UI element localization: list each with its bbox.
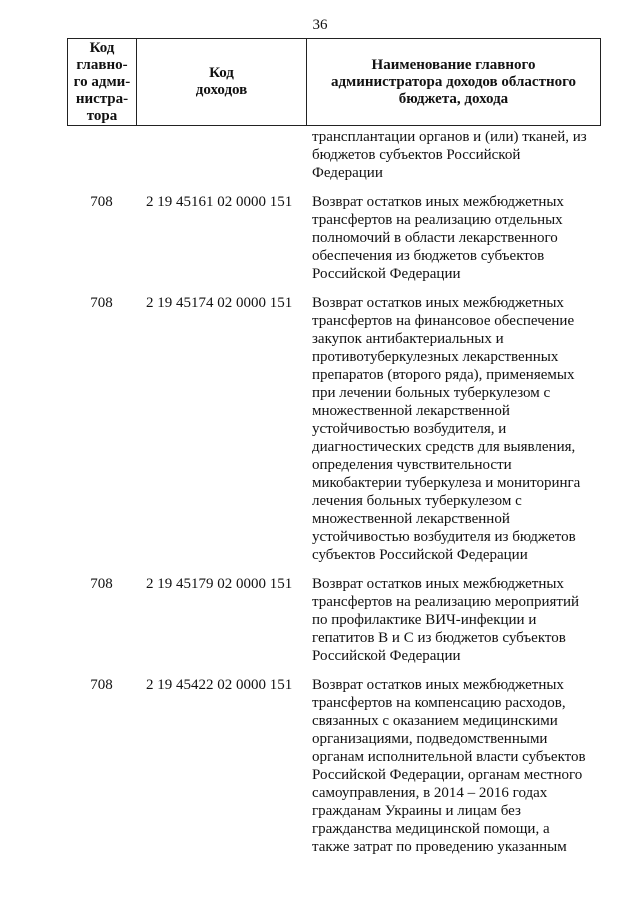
- admin-code-cell: 708: [90, 194, 113, 210]
- page-number: 36: [312, 17, 328, 33]
- income-code-cell: 2 19 45161 02 0000 151: [146, 194, 293, 210]
- header-admin-code: Код главно- го адми- нистра- тора: [68, 39, 137, 125]
- table-body: [67, 128, 601, 867]
- table-row: [67, 193, 601, 283]
- income-name-cell: Возврат остатков иных межбюджетных трансфертов на реализацию отдельных полномочий в области лекарственного обеспечения из бюджетов субъектов Российской Федерации: [312, 194, 564, 282]
- table-row: [67, 128, 601, 182]
- header-income-code: Код доходов: [137, 39, 307, 125]
- income-code-cell: 2 19 45174 02 0000 151: [146, 295, 293, 311]
- income-code-cell: 2 19 45422 02 0000 151: [146, 677, 293, 693]
- income-name-cell: трансплантации органов и (или) тканей, из бюджетов субъектов Российской Федерации: [312, 129, 587, 181]
- income-name-cell: Возврат остатков иных межбюджетных трансфертов на компенсацию расходов, связанных с оказанием медицинскими организациями, подведомственными органам исполнительной власти субъектов Российской Федерации, органам местного самоуправления, в 2014 – 2016 годах гражданам Украины и лицам без гражданства медицинской помощи, а также затрат по проведению указанным: [312, 677, 586, 855]
- header-name: Наименование главного администратора доходов областного бюджета, дохода: [330, 56, 577, 107]
- income-code-cell: 2 19 45179 02 0000 151: [146, 576, 293, 592]
- table-header: [67, 38, 601, 126]
- income-name-cell: Возврат остатков иных межбюджетных трансфертов на финансовое обеспечение закупок антибактериальных и противотуберкулезных лекарственных препаратов (второго ряда), применяемых при лечении больных туберкулезом с множественной лекарственной устойчивостью возбудителя, и диагностических средств для выявления, определения чувствительности микобактерии туберкулеза и мониторинга лечения больных туберкулезом с множественной лекарственной устойчивостью возбудителя из бюджетов субъектов Российской Федерации: [312, 295, 581, 563]
- admin-code-cell: 708: [90, 576, 113, 592]
- admin-code-cell: [67, 128, 136, 182]
- admin-code-cell: 708: [90, 677, 113, 693]
- admin-code-cell: 708: [90, 295, 113, 311]
- table-row: [67, 294, 601, 564]
- income-code-cell: [136, 128, 306, 182]
- table-row: [67, 575, 601, 665]
- table-row: [67, 676, 601, 856]
- income-name-cell: Возврат остатков иных межбюджетных трансфертов на реализацию мероприятий по профилактике ВИЧ-инфекции и гепатитов В и С из бюджетов субъектов Российской Федерации: [312, 576, 580, 664]
